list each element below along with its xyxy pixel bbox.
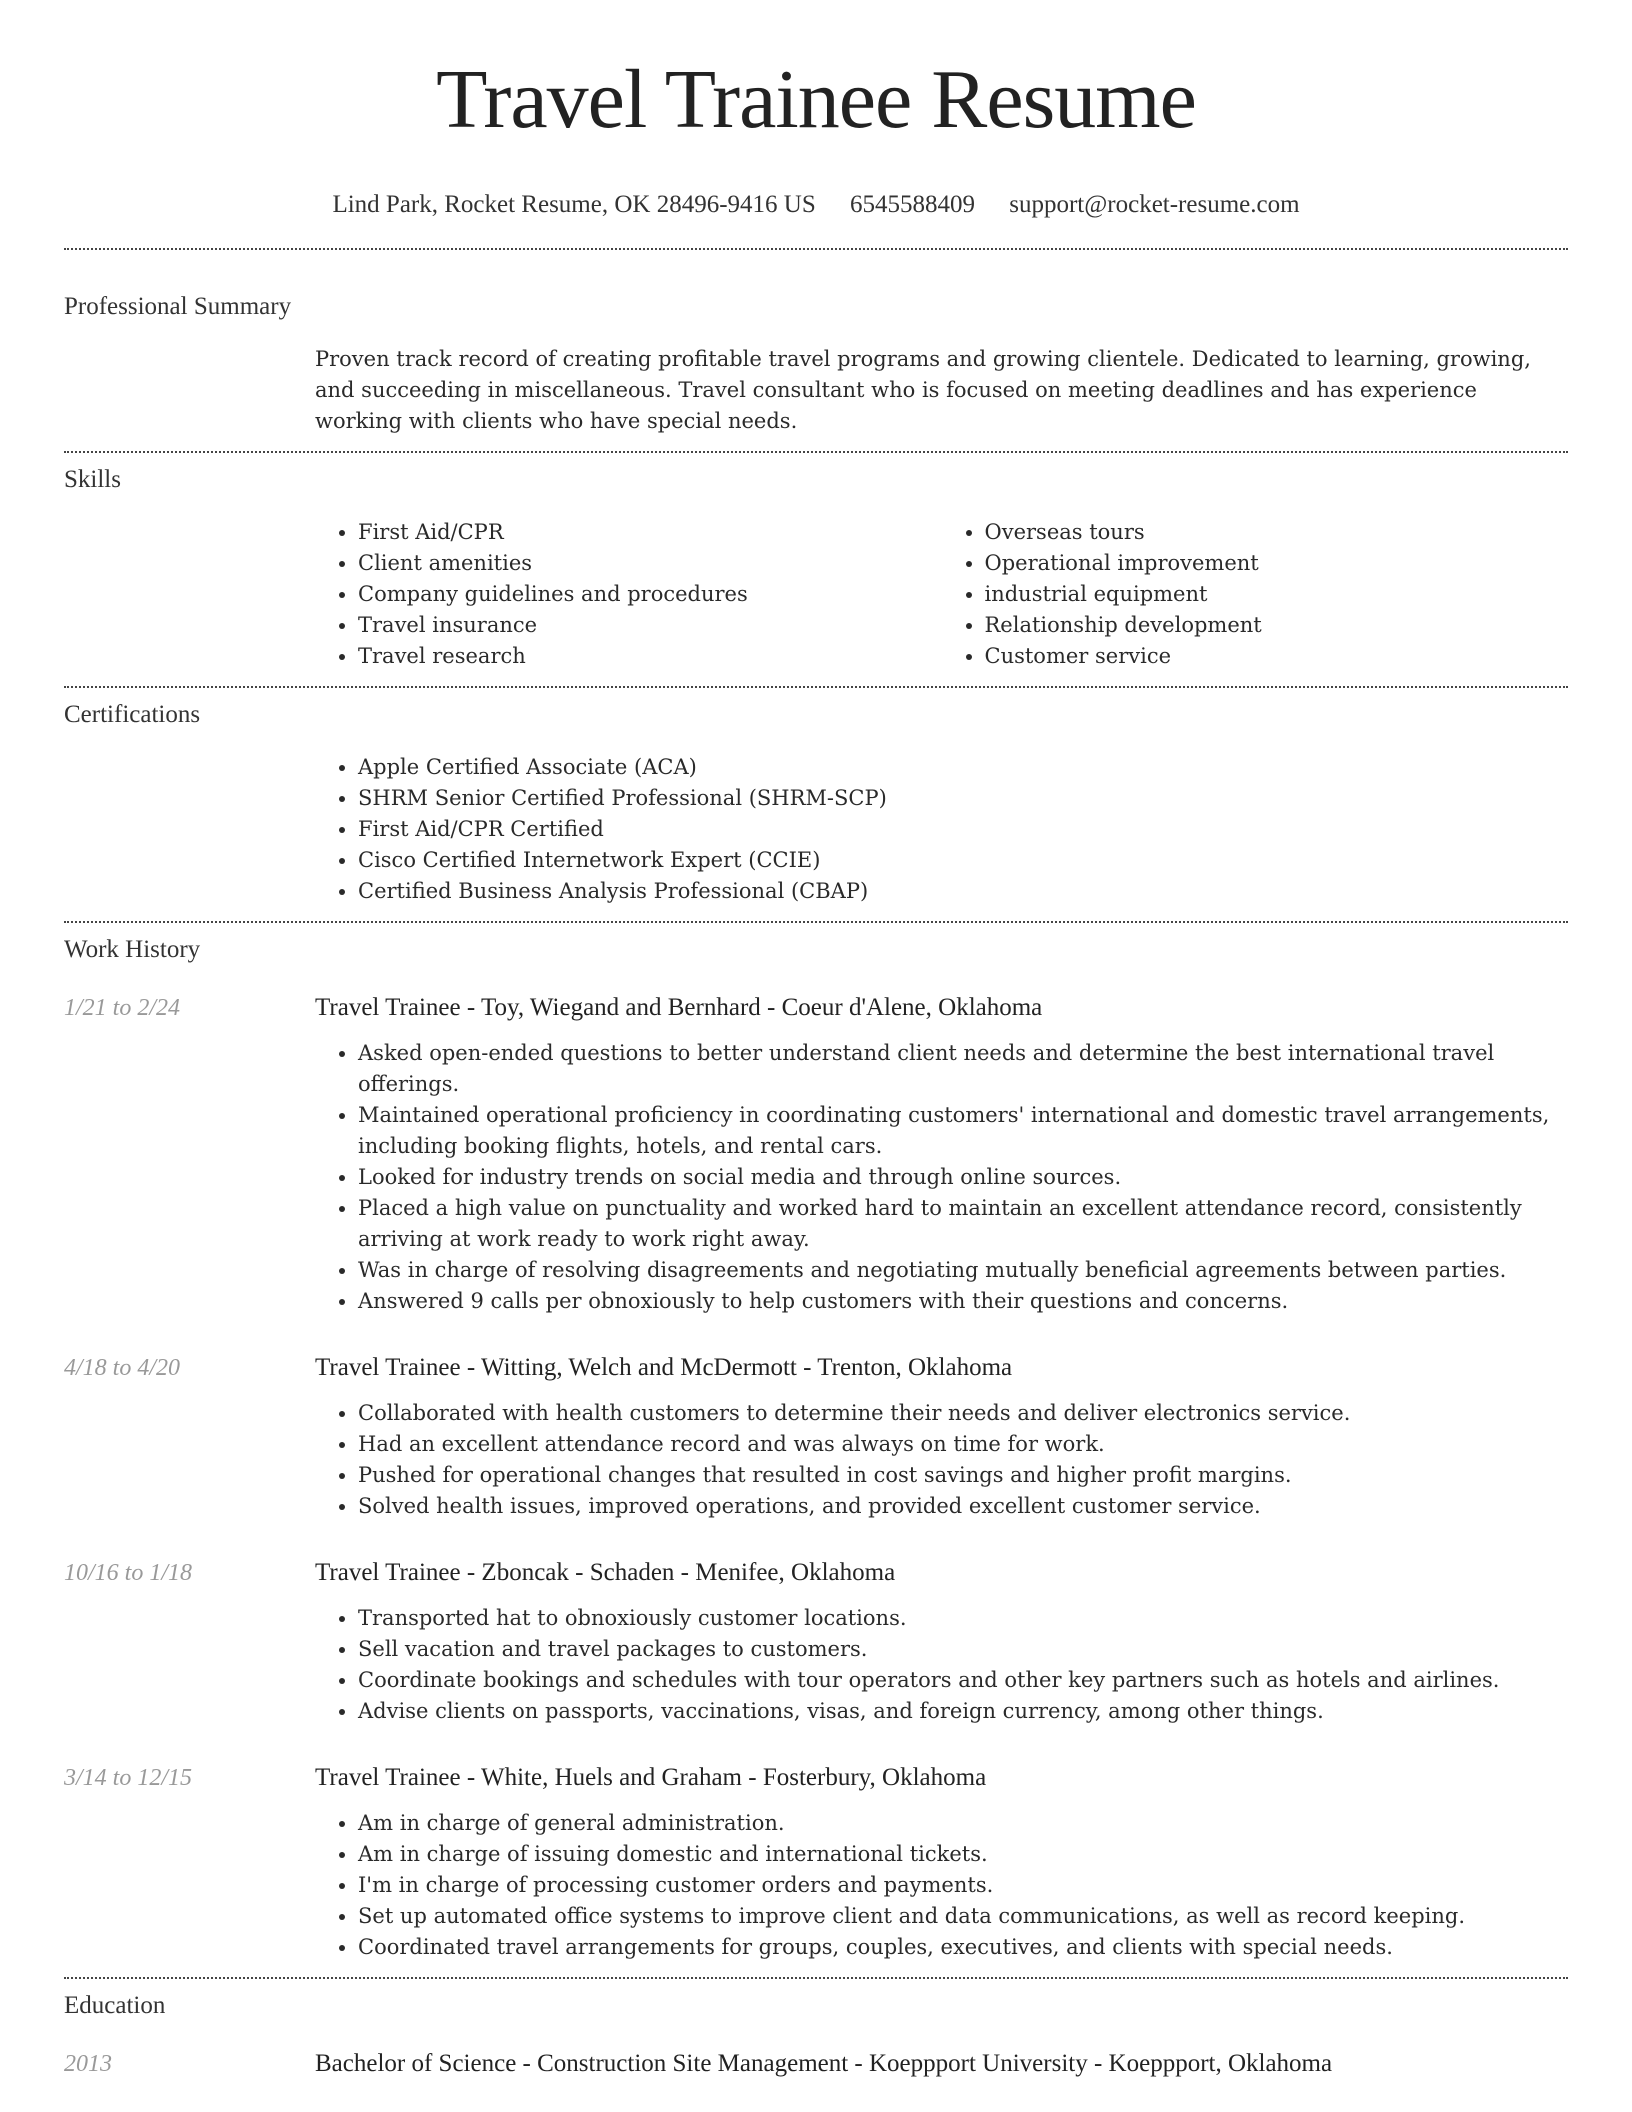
job-entry (64, 1761, 1568, 1963)
list-item: • Am in charge of general administration. (358, 1808, 1568, 1839)
list-item: • Advise clients on passports, vaccinations, visas, and foreign currency, among other things. (358, 1696, 1568, 1727)
job-title: Travel Trainee - Zboncak - Schaden - Menifee, Oklahoma (315, 1559, 896, 1586)
job-bullets (315, 1808, 1568, 1963)
list-item: • SHRM Senior Certified Professional (SHRM-SCP) (358, 783, 1568, 814)
contact-line (64, 188, 1568, 222)
list-item: • Pushed for operational changes that resulted in cost savings and higher profit margins. (358, 1460, 1568, 1491)
work-heading: Work History (64, 936, 201, 963)
list-item: • Looked for industry trends on social media and through online sources. (358, 1162, 1568, 1193)
list-item: • Collaborated with health customers to determine their needs and deliver electronics service. (358, 1398, 1568, 1429)
list-item: • Coordinated travel arrangements for groups, couples, executives, and clients with special needs. (358, 1932, 1568, 1963)
list-item: • Had an excellent attendance record and was always on time for work. (358, 1429, 1568, 1460)
education-date: 2013 (64, 2051, 112, 2077)
skills-column-right (942, 517, 1569, 672)
list-item: • Cisco Certified Internetwork Expert (CCIE) (358, 845, 1568, 876)
list-item: • Certified Business Analysis Professional (CBAP) (358, 876, 1568, 907)
certifications-heading: Certifications (64, 701, 201, 728)
education-entry (64, 2047, 1568, 2081)
list-item: • Customer service (985, 641, 1569, 672)
education-heading: Education (64, 1992, 166, 2019)
list-item: • Solved health issues, improved operations, and provided excellent customer service. (358, 1491, 1568, 1522)
job-date: 3/14 to 12/15 (64, 1765, 193, 1791)
skills-heading: Skills (64, 466, 121, 493)
summary-text: Proven track record of creating profitable travel programs and growing clientele. Dedicated to learning, growing, and succeeding in miscellaneous. Travel consultant who is focused on meeting deadlines and has experience working with clients who have special needs. (315, 347, 1531, 433)
job-title: Travel Trainee - Toy, Wiegand and Bernhard - Coeur d'Alene, Oklahoma (315, 994, 1043, 1021)
list-item: • industrial equipment (985, 579, 1569, 610)
list-item: • Overseas tours (985, 517, 1569, 548)
job-bullets (315, 1603, 1568, 1727)
resume-page (64, 0, 1568, 2081)
job-date: 4/18 to 4/20 (64, 1355, 181, 1381)
education-title: Bachelor of Science - Construction Site Management - Koeppport University - Koeppport, Oklahoma (315, 2050, 1333, 2077)
list-item: • Operational improvement (985, 548, 1569, 579)
contact-address: Lind Park, Rocket Resume, OK 28496-9416 US (332, 191, 816, 218)
job-bullets (315, 1038, 1568, 1317)
list-item: • Company guidelines and procedures (358, 579, 942, 610)
list-item: • First Aid/CPR Certified (358, 814, 1568, 845)
job-title: Travel Trainee - White, Huels and Graham - Fosterbury, Oklahoma (315, 1764, 987, 1791)
list-item: • Asked open-ended questions to better understand client needs and determine the best international travel offerings. (358, 1038, 1568, 1100)
divider (64, 921, 1568, 923)
list-item: • Travel insurance (358, 610, 942, 641)
list-item: • Maintained operational proficiency in coordinating customers' international and domestic travel arrangements, including booking flights, hotels, and rental cars. (358, 1100, 1568, 1162)
list-item: • Client amenities (358, 548, 942, 579)
list-item: • Travel research (358, 641, 942, 672)
list-item: • Set up automated office systems to improve client and data communications, as well as record keeping. (358, 1901, 1568, 1932)
job-date: 1/21 to 2/24 (64, 995, 181, 1021)
divider (64, 1977, 1568, 1979)
list-item: • I'm in charge of processing customer orders and payments. (358, 1870, 1568, 1901)
certifications-list (315, 752, 1568, 907)
job-title: Travel Trainee - Witting, Welch and McDermott - Trenton, Oklahoma (315, 1354, 1013, 1381)
contact-phone: 6545588409 (850, 191, 975, 218)
contact-email: support@rocket-resume.com (1009, 191, 1300, 218)
list-item: • First Aid/CPR (358, 517, 942, 548)
job-entry (64, 1556, 1568, 1727)
list-item: • Transported hat to obnoxiously customer locations. (358, 1603, 1568, 1634)
list-item: • Placed a high value on punctuality and worked hard to maintain an excellent attendance record, consistently arriving at work ready to work right away. (358, 1193, 1568, 1255)
skills-list (315, 517, 1568, 672)
list-item: • Relationship development (985, 610, 1569, 641)
job-entry (64, 991, 1568, 1317)
page-title: Travel Trainee Resume (436, 53, 1196, 146)
list-item: • Am in charge of issuing domestic and international tickets. (358, 1839, 1568, 1870)
list-item: • Answered 9 calls per obnoxiously to help customers with their questions and concerns. (358, 1286, 1568, 1317)
job-bullets (315, 1398, 1568, 1522)
divider (64, 686, 1568, 688)
summary-heading: Professional Summary (64, 293, 292, 320)
job-date: 10/16 to 1/18 (64, 1560, 193, 1586)
divider (64, 451, 1568, 453)
skills-column-left (315, 517, 942, 672)
job-entry (64, 1351, 1568, 1522)
list-item: • Was in charge of resolving disagreements and negotiating mutually beneficial agreements between parties. (358, 1255, 1568, 1286)
list-item: • Coordinate bookings and schedules with tour operators and other key partners such as hotels and airlines. (358, 1665, 1568, 1696)
divider (64, 248, 1568, 250)
list-item: • Apple Certified Associate (ACA) (358, 752, 1568, 783)
list-item: • Sell vacation and travel packages to customers. (358, 1634, 1568, 1665)
